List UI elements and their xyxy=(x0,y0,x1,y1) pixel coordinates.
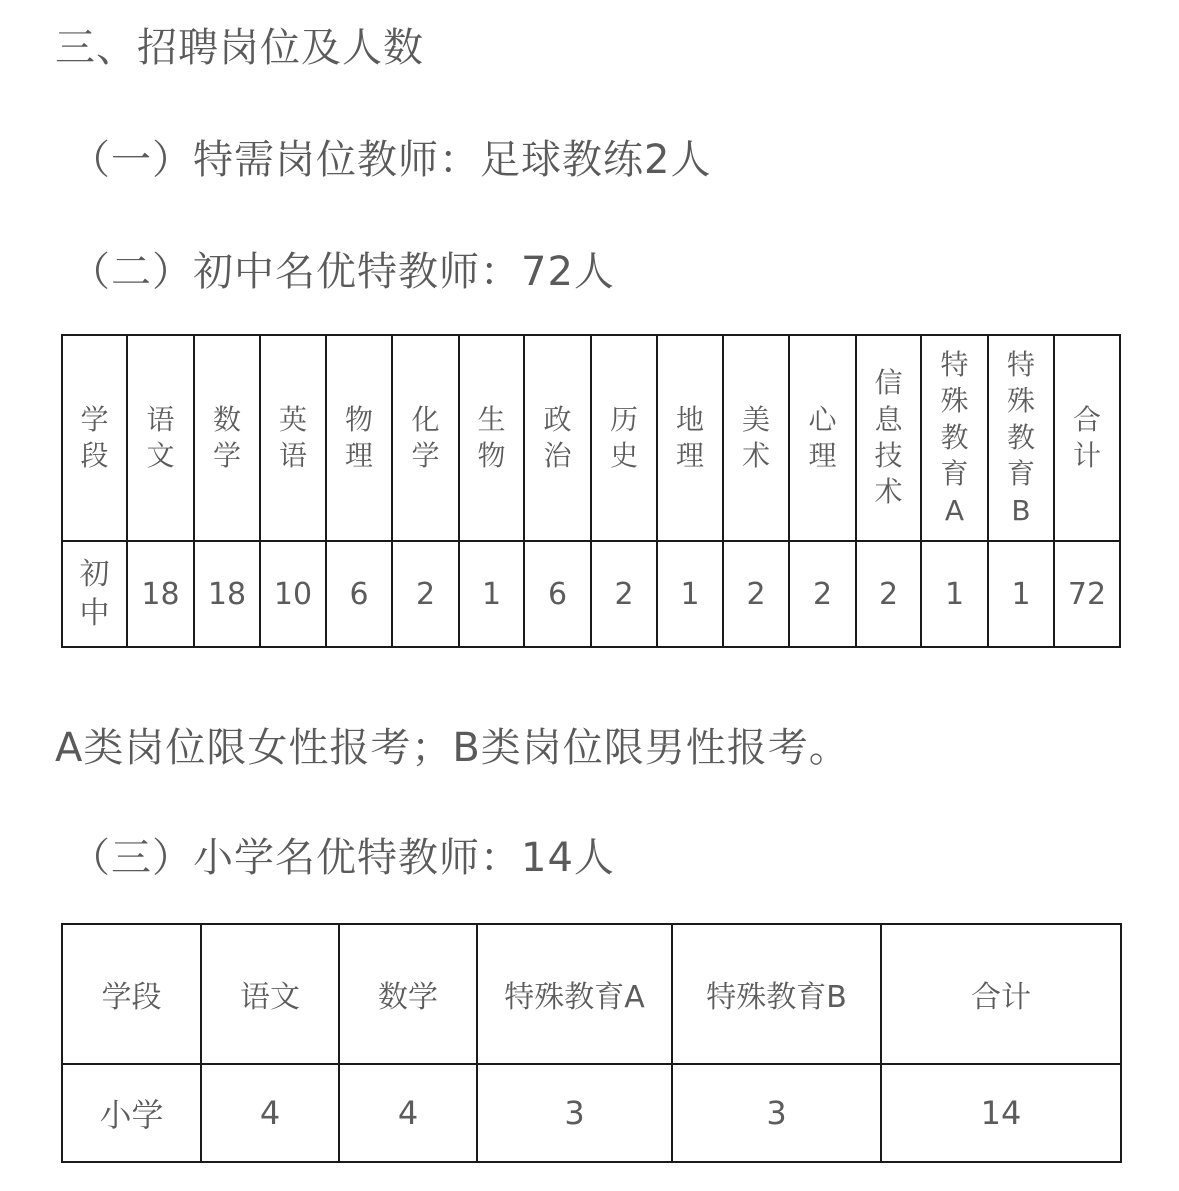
table-row xyxy=(62,1064,1121,1162)
table-cell: 2 xyxy=(723,541,789,647)
table-cell: 1 xyxy=(988,541,1054,647)
table-cell: 4 xyxy=(339,1064,477,1162)
header-cell: 物理 xyxy=(326,335,392,541)
header-cell: 学段 xyxy=(62,335,127,541)
header-cell: 心理 xyxy=(789,335,856,541)
table-cell: 2 xyxy=(856,541,921,647)
header-cell: 语文 xyxy=(127,335,194,541)
table-cell: 1 xyxy=(657,541,723,647)
header-cell: 特殊教育A xyxy=(477,924,672,1064)
table-cell: 10 xyxy=(260,541,326,647)
header-cell: 政治 xyxy=(524,335,591,541)
junior-positions-table xyxy=(61,334,1121,648)
table-cell: 18 xyxy=(127,541,194,647)
header-cell: 信息技术 xyxy=(856,335,921,541)
table-cell: 3 xyxy=(477,1064,672,1162)
header-cell: 历史 xyxy=(591,335,657,541)
table-cell: 小学 xyxy=(62,1064,201,1162)
header-cell: 数学 xyxy=(339,924,477,1064)
header-cell: 特殊教育A xyxy=(921,335,988,541)
table-cell: 1 xyxy=(921,541,988,647)
subheading-junior-teachers: （二）初中名优特教师：72人 xyxy=(70,249,615,295)
table-cell: 6 xyxy=(326,541,392,647)
primary-positions-table xyxy=(61,923,1122,1163)
table-row xyxy=(62,541,1120,647)
table-cell-total: 14 xyxy=(881,1064,1121,1162)
header-cell: 英语 xyxy=(260,335,326,541)
header-cell: 化学 xyxy=(392,335,459,541)
table-cell: 初中 xyxy=(62,541,127,647)
header-cell: 美术 xyxy=(723,335,789,541)
header-cell: 数学 xyxy=(194,335,260,541)
header-cell: 合计 xyxy=(881,924,1121,1064)
table-cell: 2 xyxy=(591,541,657,647)
header-cell: 特殊教育B xyxy=(672,924,881,1064)
header-cell: 生物 xyxy=(459,335,524,541)
header-cell: 学段 xyxy=(62,924,201,1064)
section-heading-recruitment: 三、招聘岗位及人数 xyxy=(55,25,424,71)
table-cell: 2 xyxy=(789,541,856,647)
table-cell-total: 72 xyxy=(1054,541,1120,647)
table-header-row xyxy=(62,924,1121,1064)
table-cell: 2 xyxy=(392,541,459,647)
table-header-row xyxy=(62,335,1120,541)
table-cell: 3 xyxy=(672,1064,881,1162)
header-cell: 语文 xyxy=(201,924,339,1064)
gender-restriction-note: A类岗位限女性报考；B类岗位限男性报考。 xyxy=(55,725,850,771)
table-cell: 18 xyxy=(194,541,260,647)
subheading-special-teachers: （一）特需岗位教师：足球教练2人 xyxy=(70,137,712,183)
header-cell: 合计 xyxy=(1054,335,1120,541)
header-cell: 地理 xyxy=(657,335,723,541)
table-cell: 6 xyxy=(524,541,591,647)
header-cell: 特殊教育B xyxy=(988,335,1054,541)
subheading-primary-teachers: （三）小学名优特教师：14人 xyxy=(70,835,615,881)
table-cell: 1 xyxy=(459,541,524,647)
table-cell: 4 xyxy=(201,1064,339,1162)
